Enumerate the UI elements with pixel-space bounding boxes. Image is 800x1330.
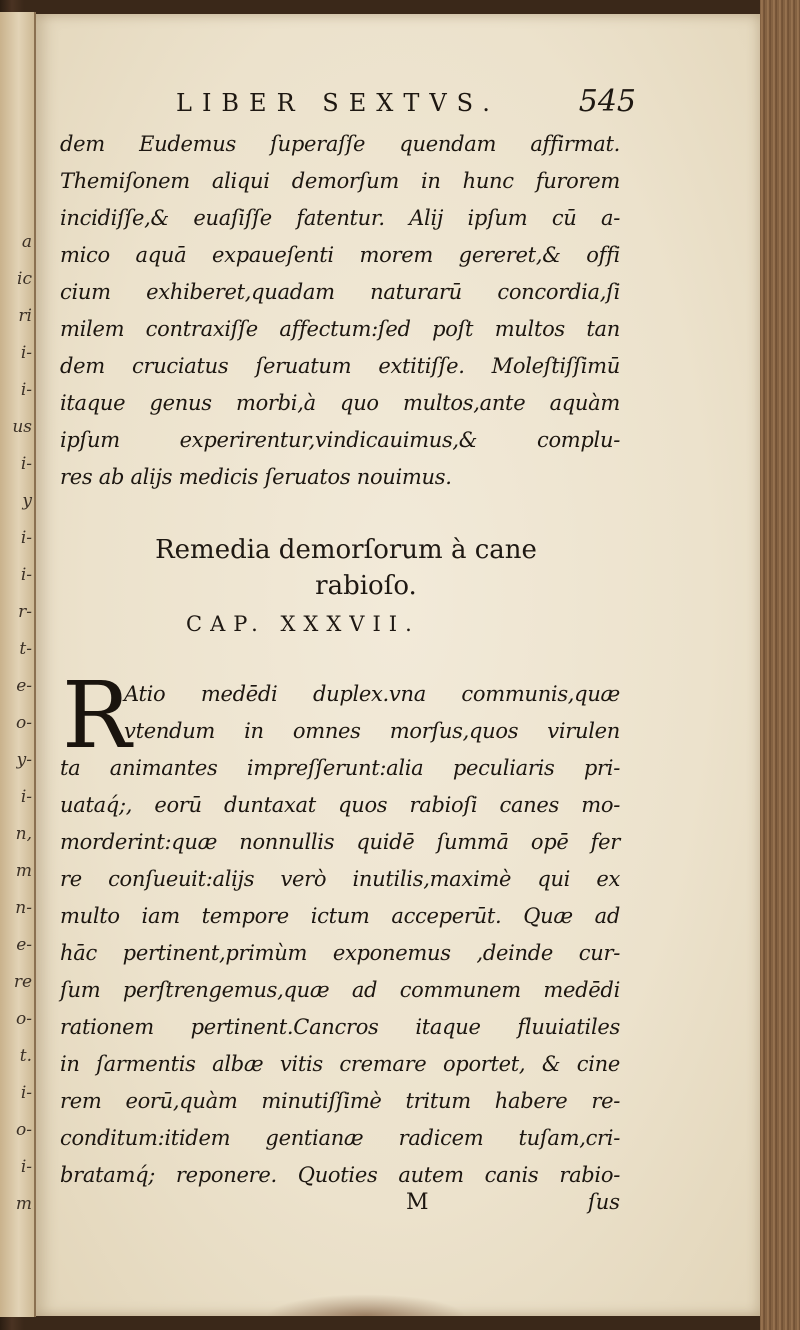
running-head-title: LIBER SEXTVS.: [176, 89, 500, 117]
catchword: ſus: [587, 1190, 620, 1214]
facing-page-fragment: r-: [18, 602, 32, 622]
page-number: 545: [578, 84, 636, 119]
text-line: milem contraxiſſe affectum:ſed poſt multos tan: [60, 317, 620, 341]
text-line: ta animantes impreſſerunt:alia peculiaris pri-: [60, 756, 620, 780]
text-line: in ſarmentis albæ vitis cremare oportet, & cine: [60, 1052, 620, 1076]
paragraph-body: [60, 662, 620, 1194]
facing-page-fragment: e-: [16, 935, 32, 955]
facing-page-fragment: o-: [16, 713, 32, 733]
text-line: dem cruciatus ſeruatum extitiſſe. Moleſtiſſimū: [60, 354, 620, 378]
paragraph-top: [60, 126, 620, 496]
text-line: dem Eudemus ſuperaſſe quendam affirmat.: [60, 132, 620, 156]
text-line: cium exhiberet,quadam naturarū concordia,ſi: [60, 280, 620, 304]
section-heading: [76, 532, 616, 604]
text-line: ſum perſtrengemus,quæ ad communem medēdi: [60, 978, 620, 1002]
facing-page-fragment: i-: [20, 565, 32, 585]
facing-page-fragment: re: [13, 972, 32, 992]
text-line: morderint:quæ nonnullis quidē ſummā opē fer: [60, 830, 620, 854]
facing-page-fragment: m: [15, 1194, 32, 1214]
text-line: rem eorū,quàm minutiſſimè tritum habere re-: [60, 1089, 620, 1113]
facing-page-fragment: n-: [15, 898, 32, 918]
facing-page-fragment: i-: [20, 343, 32, 363]
page-edges: [760, 0, 800, 1330]
text-line: Atio medēdi duplex.vna communis,quæ: [124, 682, 620, 706]
facing-page-fragment: t-: [19, 639, 32, 659]
chapter-number: CAP. XXXVII.: [186, 612, 420, 636]
facing-page-fragment: i-: [20, 1157, 32, 1177]
text-line: conditum:itidem gentianæ radicem tuſam,cri-: [60, 1126, 620, 1150]
text-line: incidiſſe,& euaſiſſe fatentur. Alij ipſum cū a-: [60, 206, 620, 230]
facing-page-fragment: o-: [16, 1009, 32, 1029]
text-line: bratamq́; reponere. Quoties autem canis rabio-: [60, 1163, 620, 1187]
text-line: itaque genus morbi,à quo multos,ante aquàm: [60, 391, 620, 415]
heading-line-1: Remedia demorſorum à cane: [155, 535, 537, 565]
facing-page-fragment: ri: [18, 306, 32, 326]
facing-page-fragment: a: [21, 232, 32, 252]
facing-page-fragment: e-: [16, 676, 32, 696]
facing-page-fragment: m: [15, 861, 32, 881]
running-head: [176, 84, 636, 119]
page-stain: [266, 1294, 466, 1316]
page-footer: [60, 1190, 620, 1226]
text-line: Themiſonem aliqui demorſum in hunc furorem: [60, 169, 620, 193]
text-line: uataq́;, eorū duntaxat quos rabioſi canes mo-: [60, 793, 620, 817]
text-line: ipſum experirentur,vindicauimus,& complu-: [60, 428, 620, 452]
facing-page-fragment: i-: [20, 787, 32, 807]
text-line: mico aquā expaueſenti morem gereret,& offi: [60, 243, 620, 267]
facing-page-fragment: i-: [20, 380, 32, 400]
text-line: rationem pertinent.Cancros itaque fluuiatiles: [60, 1015, 620, 1039]
text-line: vtendum in omnes morſus,quos virulen: [124, 719, 620, 743]
facing-page-fragment: o-: [16, 1120, 32, 1140]
drop-cap: R: [62, 662, 132, 769]
facing-page-fragment: us: [12, 417, 32, 437]
text-line: hāc pertinent,primùm exponemus ,deinde cur-: [60, 941, 620, 965]
facing-page-fragment: i-: [20, 528, 32, 548]
heading-line-2: rabioſo.: [315, 571, 417, 601]
facing-page-fragment: t.: [19, 1046, 32, 1066]
facing-page-edge: [0, 12, 36, 1317]
facing-page-fragment: n,: [15, 824, 32, 844]
text-line: re conſueuit:alijs verò inutilis,maximè qui ex: [60, 867, 620, 891]
text-line: res ab alijs medicis ſeruatos nouimus.: [60, 465, 452, 489]
facing-page-fragment: i-: [20, 454, 32, 474]
text-line: multo iam tempore ictum acceperūt. Quæ ad: [60, 904, 620, 928]
facing-page-fragment: y: [22, 491, 32, 511]
facing-page-fragment: i-: [20, 1083, 32, 1103]
page: [36, 14, 762, 1316]
signature-mark: M: [406, 1190, 429, 1215]
facing-page-fragment: y-: [16, 750, 32, 770]
facing-page-fragment: ic: [17, 269, 32, 289]
